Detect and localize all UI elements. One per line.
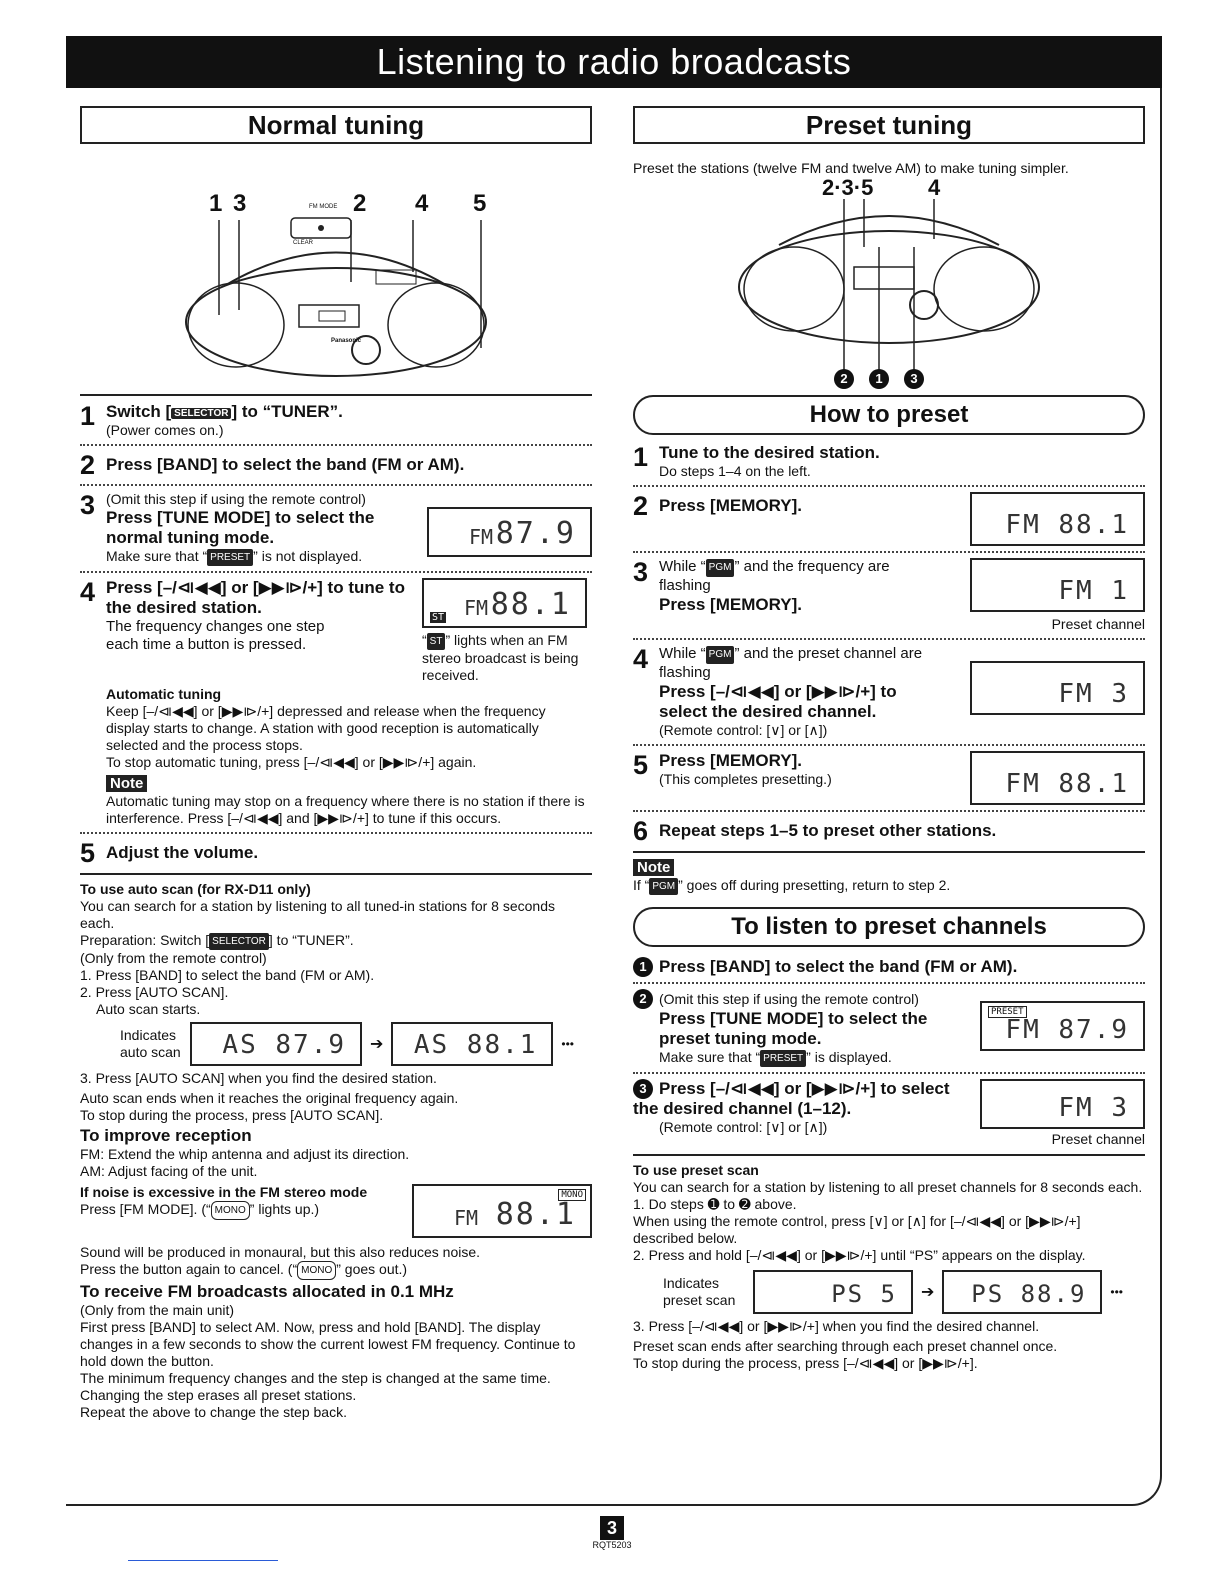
lcd-value: 87.9 <box>495 516 576 551</box>
page-title: Listening to radio broadcasts <box>66 36 1162 88</box>
dotted-divider <box>633 485 1145 487</box>
lcd-display <box>422 578 587 628</box>
listen-step-2 <box>633 989 1145 1067</box>
link-underline <box>128 1560 278 1561</box>
divider <box>633 851 1145 853</box>
lcd-display <box>980 1001 1145 1051</box>
divider <box>80 394 592 396</box>
preset-intro: Preset the stations (twelve FM and twelve AM) to make tuning simpler. <box>633 160 1069 176</box>
pgm-badge: PGM <box>649 878 678 895</box>
step-sub: ” and the frequency are flashing <box>659 558 890 594</box>
step-text: Switch [ <box>106 402 172 421</box>
lcd-band: FM <box>469 525 494 549</box>
step-text: Press [MEMORY]. <box>659 496 802 515</box>
brand-label: Panasonic <box>331 338 362 344</box>
step-omit: (Omit this step if using the remote control) <box>106 491 366 507</box>
mono-badge: MONO <box>297 1261 336 1280</box>
step-sub: ” is displayed. <box>806 1049 892 1065</box>
auto-tuning-stop: To stop automatic tuning, press [–/⧏◀◀] or [▶▶⧐/+] again. <box>106 754 477 770</box>
lcd-display <box>391 1022 553 1066</box>
ellipsis: ••• <box>561 1037 575 1051</box>
normal-step-5 <box>80 839 592 867</box>
step-number: 1 <box>633 442 649 472</box>
note-text: If “ <box>633 877 650 893</box>
auto-tuning-text: Keep [–/⧏◀◀] or [▶▶⧐/+] depressed and release when the frequency display starts to change. A station with good reception is automatically selected and the process stops. <box>106 703 546 753</box>
autoscan-diagram <box>120 1022 592 1066</box>
noise-block <box>80 1184 592 1238</box>
step-text: Press [TUNE MODE] to select the normal tuning mode. <box>106 508 375 547</box>
divider <box>80 873 592 875</box>
step-sub: Make sure that “ <box>659 1049 761 1065</box>
selector-badge: SELECTOR <box>171 408 231 419</box>
step-number: 4 <box>633 644 649 674</box>
fm-mode-label: FM MODE <box>309 204 338 210</box>
lcd-display <box>970 492 1145 546</box>
preset-step-4 <box>633 645 1145 739</box>
mono-tag: MONO <box>558 1189 586 1201</box>
mono-cancel: ” goes out.) <box>336 1261 408 1277</box>
dotted-divider <box>633 982 1145 984</box>
preset-tuning-title: Preset tuning <box>633 106 1145 144</box>
clear-label: CLEAR <box>293 240 314 246</box>
note-text: Automatic tuning may stop on a frequency where there is no station if there is interference. Press [–/⧏◀◀] and [▶▶⧐/+] to tune if this occurs. <box>106 793 585 826</box>
autoscan-remote: (Only from the remote control) <box>80 950 267 966</box>
step-sub: Do steps 1–4 on the left. <box>659 463 811 479</box>
preset-channel-label: Preset channel <box>1051 1131 1145 1147</box>
preset-tag: PRESET <box>988 1006 1027 1018</box>
step-text: ] to “TUNER”. <box>231 402 343 421</box>
dotted-divider <box>80 444 592 446</box>
preset-scan-stop: To stop during the process, press [–/⧏◀◀] or [▶▶⧐/+]. <box>633 1355 978 1371</box>
dotted-divider <box>80 484 592 486</box>
dotted-divider <box>633 1072 1145 1074</box>
boombox-icon <box>734 177 1044 389</box>
page-footer <box>590 1516 634 1550</box>
lcd-display <box>980 1079 1145 1129</box>
step-sub: Make sure that “ <box>106 548 208 564</box>
callout-5: 5 <box>473 190 487 217</box>
lcd-value: 88.1 <box>490 587 571 622</box>
how-to-preset-title: How to preset <box>633 395 1145 435</box>
autoscan-prep: ] to “TUNER”. <box>268 932 354 948</box>
step-number: 5 <box>633 750 649 780</box>
st-badge: ST <box>427 633 446 650</box>
autoscan-end: Auto scan ends when it reaches the original frequency again. <box>80 1090 459 1106</box>
step-number: 5 <box>80 838 96 868</box>
preset-scan-step-1b: When using the remote control, press [∨] or [∧] for [–/⧏◀◀] or [▶▶⧐/+] described below. <box>633 1213 1081 1246</box>
lcd-value: AS 87.9 <box>222 1030 346 1060</box>
doc-code: RQT5203 <box>592 1540 632 1550</box>
dotted-divider <box>80 832 592 834</box>
step-number: 2 <box>633 491 649 521</box>
fm01-text-2: The minimum frequency changes and the step is changed at the same time. Changing the step erases all preset stations. <box>80 1370 551 1403</box>
preset-badge: PRESET <box>760 1050 806 1067</box>
fm01-sub: (Only from the main unit) <box>80 1302 235 1318</box>
lcd-value: FM 88.1 <box>1005 769 1129 799</box>
preset-channel-label: Preset channel <box>1051 616 1145 632</box>
step-number: 6 <box>633 816 649 846</box>
arrow-right-icon: ➔ <box>370 1036 384 1053</box>
normal-tuning-column <box>80 106 592 1421</box>
normal-step-1 <box>80 402 592 439</box>
selector-badge: SELECTOR <box>209 933 269 950</box>
fm01-text-3: Repeat the above to change the step back. <box>80 1404 347 1420</box>
preset-scan-step-2: 2. Press and hold [–/⧏◀◀] or [▶▶⧐/+] until “PS” appears on the display. <box>633 1247 1086 1263</box>
noise-text: ” lights up.) <box>249 1201 320 1217</box>
autoscan-step-3: 3. Press [AUTO SCAN] when you find the desired station. <box>80 1070 437 1086</box>
step-sub: (Remote control: [∨] or [∧]) <box>659 1119 828 1135</box>
step-number: 1 <box>80 401 96 431</box>
noise-head: If noise is excessive in the FM stereo mode <box>80 1184 368 1200</box>
preset-scan-text: You can search for a station by listening to all preset channels for 8 seconds each. <box>633 1179 1143 1195</box>
lcd-display <box>970 558 1145 612</box>
mono-cancel: Press the button again to cancel. (“ <box>80 1261 298 1277</box>
normal-step-2 <box>80 451 592 479</box>
preset-badge: PRESET <box>207 549 253 566</box>
circle-2: 2 <box>834 369 854 389</box>
lcd-value: FM 3 <box>1058 1093 1129 1123</box>
ellipsis: ••• <box>1110 1285 1124 1299</box>
autoscan-head: To use auto scan (for RX-D11 only) <box>80 881 311 897</box>
preset-scan-diagram <box>663 1270 1145 1314</box>
stereo-indicator: ST <box>432 612 445 623</box>
boombox-illustration-right <box>734 177 1044 389</box>
fm01-head: To receive FM broadcasts allocated in 0.1 MHz <box>80 1282 454 1301</box>
manual-page <box>66 36 1162 1506</box>
step-text: Tune to the desired station. <box>659 443 880 462</box>
preset-scan-end: Preset scan ends after searching through each preset channel once. <box>633 1338 1058 1354</box>
preset-step-1 <box>633 443 1145 480</box>
step-sub: (Remote control: [∨] or [∧]) <box>659 722 828 738</box>
step-text: Repeat steps 1–5 to preset other stations. <box>659 821 997 840</box>
step-sub: While “ <box>659 558 706 575</box>
arrow-right-icon: ➔ <box>921 1284 935 1301</box>
step-text: Press [–/⧏◀◀] or [▶▶⧐/+] to select the desired channel (1–12). <box>633 1079 950 1118</box>
step-text: Press [MEMORY]. <box>659 751 802 770</box>
divider <box>633 1154 1145 1156</box>
boombox-illustration-left <box>181 190 491 380</box>
lcd-value: FM 88.1 <box>1005 510 1129 540</box>
autoscan-stop: To stop during the process, press [AUTO SCAN]. <box>80 1107 384 1123</box>
callout-2-3-5: 2·3·5 <box>822 175 874 200</box>
step-number: 3 <box>633 557 649 587</box>
circle-1: 1 <box>633 957 653 977</box>
lcd-value: PS 88.9 <box>971 1280 1087 1308</box>
preset-scan-step-1: 1. Do steps ➊ to ➋ above. <box>633 1196 797 1212</box>
note-label: Note <box>633 859 674 876</box>
lcd-band: FM <box>464 596 489 620</box>
lcd-display <box>942 1270 1102 1314</box>
step-sub: The frequency changes one step each time a button is pressed. <box>106 618 325 653</box>
lcd-display <box>970 751 1145 805</box>
boombox-icon <box>181 190 491 380</box>
lcd-display <box>427 507 592 557</box>
lcd-value: FM 87.9 <box>1005 1015 1129 1045</box>
st-text: ” lights when an FM stereo broadcast is being received. <box>422 632 579 683</box>
listen-preset-title: To listen to preset channels <box>633 907 1145 947</box>
circle-2: 2 <box>633 989 653 1009</box>
step-text: Press [TUNE MODE] to select the preset tuning mode. <box>659 1009 928 1048</box>
page-number: 3 <box>600 1516 624 1540</box>
callout-4: 4 <box>928 175 941 200</box>
step-text: Adjust the volume. <box>106 843 259 862</box>
circle-3: 3 <box>633 1079 653 1099</box>
mono-badge: MONO <box>211 1201 250 1220</box>
indicates-auto-scan: Indicates auto scan <box>120 1027 181 1060</box>
autoscan-prep: Preparation: Switch [ <box>80 932 210 948</box>
lcd-value: FM 3 <box>1058 679 1129 709</box>
lcd-value: FM 1 <box>1058 576 1129 606</box>
step-text: Press [–/⧏◀◀] or [▶▶⧐/+] to tune to the desired station. <box>106 578 405 617</box>
mono-text: Sound will be produced in monaural, but this also reduces noise. <box>80 1244 481 1260</box>
preset-step-3 <box>633 558 1145 633</box>
callout-3: 3 <box>233 190 247 217</box>
lcd-value: 88.1 <box>495 1197 576 1232</box>
step-number: 3 <box>80 490 96 520</box>
step-text: Press [BAND] to select the band (FM or AM). <box>106 455 465 474</box>
improve-head: To improve reception <box>80 1126 252 1145</box>
autoscan-text: You can search for a station by listening to all tuned-in stations for 8 seconds each. <box>80 898 555 931</box>
lcd-band: FM <box>454 1206 479 1230</box>
callout-1: 1 <box>209 190 223 217</box>
callout-4: 4 <box>415 190 429 217</box>
step-omit: (Omit this step if using the remote control) <box>659 991 919 1007</box>
callout-2: 2 <box>353 190 367 217</box>
step-text: Press [MEMORY]. <box>659 595 802 614</box>
step-number: 4 <box>80 577 96 607</box>
preset-tuning-column <box>633 106 1145 1372</box>
listen-step-3 <box>633 1079 1145 1148</box>
fm01-text-1: First press [BAND] to select AM. Now, press and hold [BAND]. The display changes in a few seconds to show the current lowest FM frequency. Continue to hold down the button. <box>80 1319 576 1369</box>
pgm-badge: PGM <box>706 559 735 577</box>
circle-1: 1 <box>869 369 889 389</box>
normal-tuning-title: Normal tuning <box>80 106 592 144</box>
autoscan-step-2: 2. Press [AUTO SCAN]. <box>80 984 229 1000</box>
preset-scan-head: To use preset scan <box>633 1162 759 1178</box>
lcd-value: PS 5 <box>831 1280 897 1308</box>
lcd-display <box>970 661 1145 715</box>
autoscan-step-2b: Auto scan starts. <box>96 1001 201 1017</box>
indicates-preset-scan: Indicates preset scan <box>663 1275 736 1308</box>
preset-step-6 <box>633 817 1145 845</box>
dotted-divider <box>80 571 592 573</box>
lcd-display <box>412 1184 592 1238</box>
normal-step-3 <box>80 491 592 566</box>
step-sub: (Power comes on.) <box>106 422 224 438</box>
step-sub: ” is not displayed. <box>253 548 363 564</box>
auto-tuning-head: Automatic tuning <box>106 686 222 702</box>
pgm-badge: PGM <box>706 646 735 664</box>
dotted-divider <box>633 810 1145 812</box>
circle-3: 3 <box>904 369 924 389</box>
note-text: ” goes off during presetting, return to step 2. <box>678 877 951 893</box>
noise-text: Press [FM MODE]. (“ <box>80 1201 211 1217</box>
dotted-divider <box>633 638 1145 640</box>
step-text: Press [–/⧏◀◀] or [▶▶⧐/+] to select the desired channel. <box>659 682 897 721</box>
dotted-divider <box>633 744 1145 746</box>
lcd-value: AS 88.1 <box>413 1030 538 1060</box>
improve-fm: FM: Extend the whip antenna and adjust its direction. <box>80 1146 410 1162</box>
preset-step-5 <box>633 751 1145 805</box>
step-text: Press [BAND] to select the band (FM or AM). <box>659 957 1018 976</box>
preset-scan-step-3: 3. Press [–/⧏◀◀] or [▶▶⧐/+] when you find the desired channel. <box>633 1318 1040 1334</box>
normal-step-4: 4 Press [–/⧏◀◀] or [▶▶⧐/+] to tune to the desired station. The frequency changes one step each time a button is pressed. ST FM 88.1 “ ST ” lights when an FM stereo broadcast is being received. Automatic tuning Keep [–/⧏◀◀] or [▶▶⧐/+] depressed and release when the frequency display starts to change. A station with good reception is automatically selected and the process stops. To stop automatic tuning, press [–/⧏◀◀] or [▶▶⧐/+] again. Note Automatic tuning may stop on a frequency where there is no station if there is interference. Press [–/⧏◀◀] and [▶▶⧐/+] to tune if this occurs. <box>80 578 592 827</box>
note-label: Note <box>106 775 147 792</box>
step-sub: While “ <box>659 645 706 662</box>
autoscan-step-1: 1. Press [BAND] to select the band (FM or AM). <box>80 967 375 983</box>
step-sub: (This completes presetting.) <box>659 771 832 787</box>
improve-am: AM: Adjust facing of the unit. <box>80 1163 258 1179</box>
lcd-display <box>190 1022 362 1066</box>
lcd-display <box>753 1270 913 1314</box>
dotted-divider <box>633 551 1145 553</box>
step-number: 2 <box>80 450 96 480</box>
preset-step-2 <box>633 492 1145 546</box>
step-sub: ” and the preset channel are flashing <box>659 645 923 681</box>
